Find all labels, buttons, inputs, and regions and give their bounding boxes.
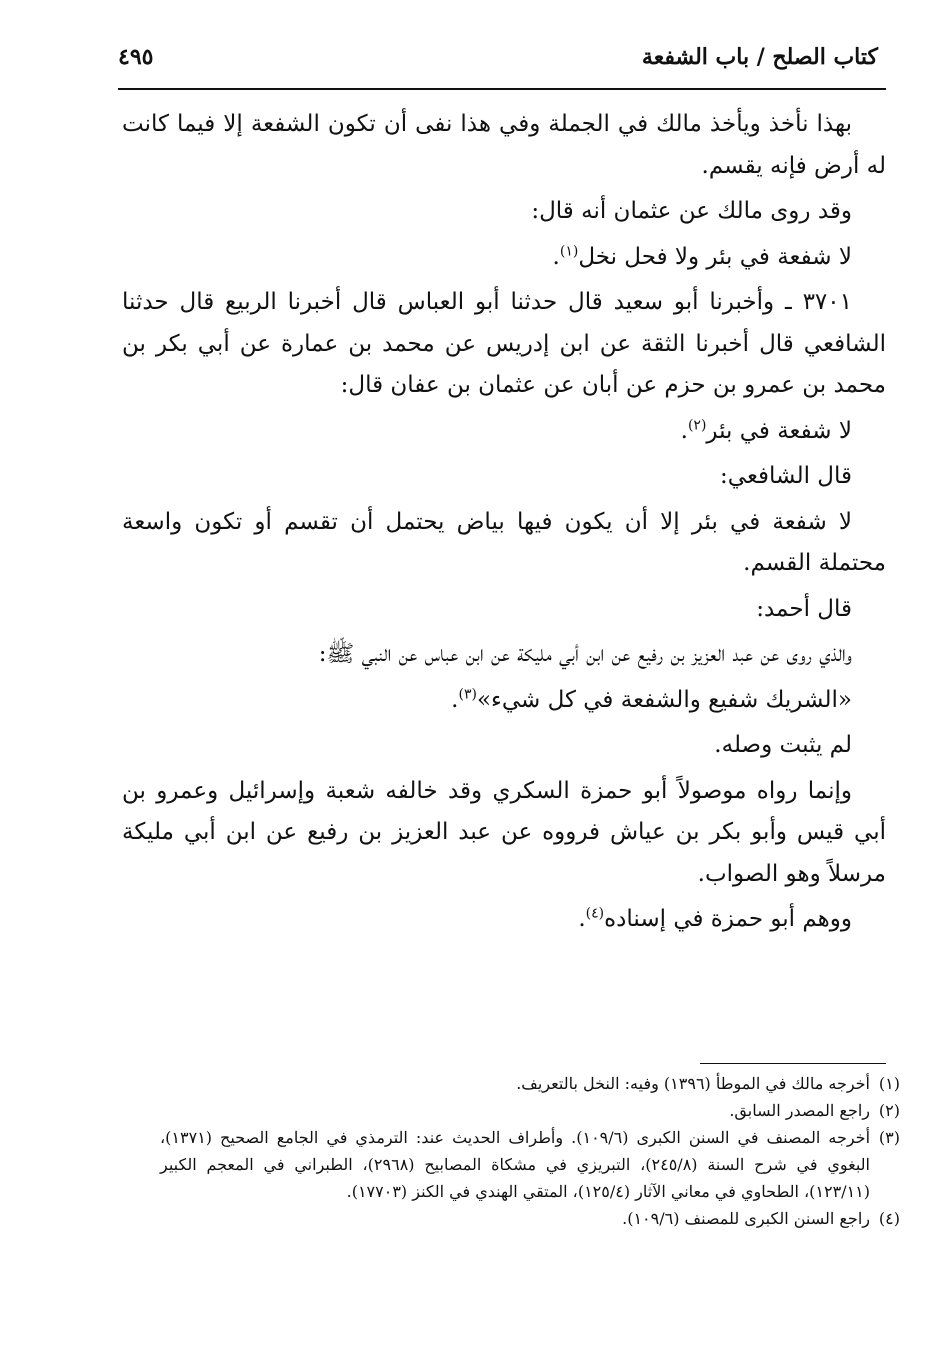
footnote-number: (٤)	[878, 1209, 900, 1228]
footnotes	[160, 1070, 900, 1232]
paragraph: وقد روى مالك عن عثمان أنه قال:	[531, 198, 852, 224]
main-text	[122, 104, 886, 945]
page-header	[118, 38, 878, 78]
footnote-ref: (٣)	[458, 685, 477, 702]
paragraph: قال الشافعي:	[720, 463, 852, 489]
paragraph: وإنما رواه موصولاً أبو حمزة السكري وقد خالفه شعبة وإسرائيل وعمرو بن أبي قيس وأبو بكر بن عياش فرووه عن عبد العزيز بن رفيع عن ابن أبي مليكة مرسلاً وهو الصواب.	[122, 777, 886, 887]
footnote-ref: (١)	[559, 242, 579, 259]
quote-text: ووهم أبو حمزة في إسناده	[604, 906, 852, 932]
footnote-number: (١)	[878, 1074, 900, 1093]
paragraph: لا شفعة في بئر إلا أن يكون فيها بياض يحتمل أن تقسم أو تكون واسعة محتملة القسم.	[122, 508, 886, 576]
footnote-text: راجع السنن الكبرى للمصنف (١٠٩/٦).	[622, 1209, 870, 1228]
paragraph: ووهم أبو حمزة في إسناده$^{(٤)}$.	[578, 905, 852, 932]
paragraph: «الشريك شفيع والشفعة في كل شيء»$^{(٣)}$.	[451, 685, 852, 713]
footnote-number: (٣)	[878, 1128, 900, 1147]
footnote-text: أخرجه المصنف في السنن الكبرى (١٠٩/٦). وأطراف الحديث عند: الترمذي في الجامع الصحيح (١٣٧١)، البغوي في شرح السنة (٢٤٥/٨)، التبريزي في مشكاة المصابيح (٢٩٦٨)، الطبراني في المعجم الكبير (١٢٣/١١)، الطحاوي في معاني الآثار (١٢٥/٤)، المتقي الهندي في الكنز (١٧٧٠٣).	[160, 1128, 871, 1201]
paragraph: بهذا نأخذ ويأخذ مالك في الجملة وفي هذا نفى أن تكون الشفعة إلا فيما كانت له أرض فإنه يقسم.	[122, 111, 886, 179]
paragraph: لم يثبت وصله.	[714, 732, 852, 758]
quote-text: «الشريك شفيع والشفعة في كل شيء»	[476, 686, 852, 713]
quote-text: لا شفعة في بئر	[706, 417, 852, 444]
footnote-item	[160, 1124, 900, 1205]
paragraph: قال أحمد:	[756, 595, 852, 622]
paragraph: والذي روى عن عبد العزيز بن رفيع عن ابن أبي مليكة عن ابن عباس عن النبي ﷺ:	[318, 641, 852, 667]
header-divider	[118, 88, 886, 90]
quote-text: لا شفعة في بئر ولا فحل نخل	[578, 243, 852, 270]
footnote-divider	[700, 1063, 886, 1064]
footnote-text: راجع المصدر السابق.	[729, 1101, 870, 1120]
footnote-text: أخرجه مالك في الموطأ (١٣٩٦) وفيه: النخل بالتعريف.	[516, 1074, 870, 1093]
paragraph-hadith-3701: ٣٧٠١ ـ وأخبرنا أبو سعيد قال حدثنا أبو العباس قال أخبرنا الربيع قال حدثنا الشافعي قال أخبرنا الثقة عن ابن إدريس عن محمد بن عمارة عن أبي بكر بن محمد بن عمرو بن حزم عن أبان عن عثمان بن عفان قال:	[122, 289, 886, 398]
footnote-number: (٢)	[878, 1101, 900, 1120]
footnote-item	[160, 1097, 900, 1124]
footnote-ref: (٤)	[585, 905, 605, 922]
chapter-title: كتاب الصلح / باب الشفعة	[641, 44, 878, 70]
footnote-item	[160, 1070, 900, 1097]
paragraph: لا شفعة في بئر$^{(٢)}$.	[680, 416, 852, 444]
footnote-ref: (٢)	[687, 416, 707, 433]
footnote-item	[160, 1205, 900, 1232]
page-number: ٤٩٥	[118, 44, 154, 70]
paragraph: لا شفعة في بئر ولا فحل نخل$^{(١)}$.	[552, 242, 852, 270]
